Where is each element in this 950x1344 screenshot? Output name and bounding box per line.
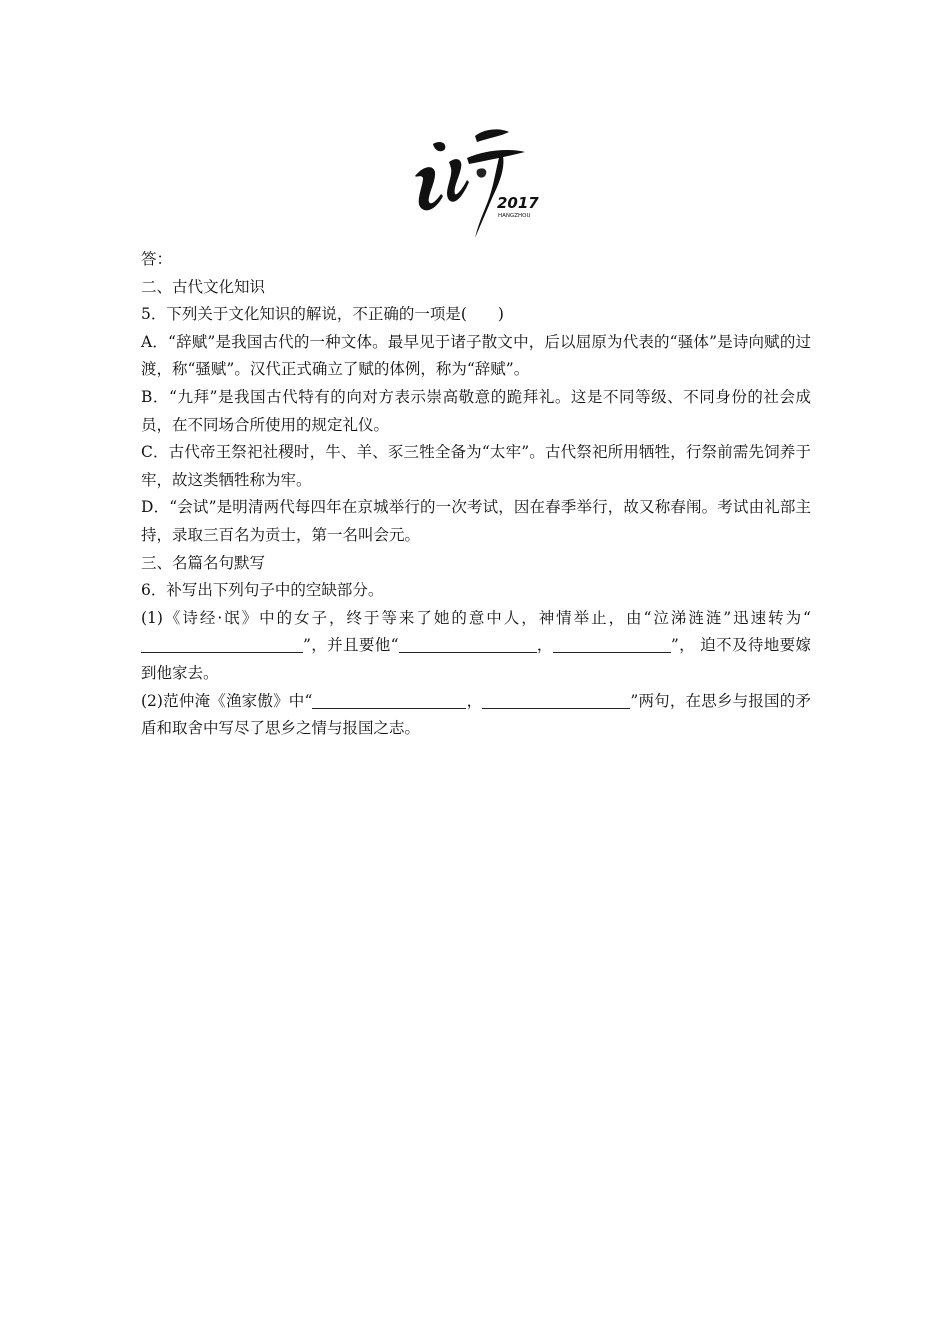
answer-label: 答：	[141, 250, 173, 268]
question-6-part-2	[141, 688, 811, 743]
option-c: C．古代帝王祭祀社稷时，牛、羊、豕三牲全备为“太牢”。古代祭祀所用牺牲，行祭前需先饲养于牢，故这类牺牲称为牢。	[141, 443, 811, 489]
brush-stroke-middle	[447, 159, 469, 202]
brush-dot	[433, 142, 445, 151]
question-content	[141, 246, 811, 743]
brush-stroke-cross	[467, 150, 525, 164]
option-a: A．“辞赋”是我国古代的一种文体。最早见于诸子散文中，后以屈原为代表的“骚体”是诗向赋的过渡，称“骚赋”。汉代正式确立了赋的体例，称为“辞赋”。	[141, 332, 811, 379]
q6-1-text-b: ”，并且要他“	[303, 636, 399, 655]
section-heading-recitation: 三、名篇名句默写	[141, 553, 266, 572]
question-6-part-1	[141, 605, 811, 688]
fill-blank[interactable]	[553, 635, 671, 653]
fill-blank[interactable]	[482, 691, 630, 709]
q6-2-text-b: ，	[466, 691, 483, 710]
brush-splash	[477, 168, 487, 177]
hangzhou-2017-calligraphy-logo	[405, 122, 545, 242]
section-heading-culture: 二、古代文化知识	[141, 277, 266, 296]
fill-blank[interactable]	[141, 635, 303, 653]
logo-city: HANGZHOU	[498, 213, 531, 219]
option-d: D．“会试”是明清两代每四年在京城举行的一次考试，因在春季举行，故又称春闱。考试由礼部主持，录取三百名为贡士，第一名叫会元。	[141, 498, 811, 544]
q6-1-text-a: (1)《诗经·氓》中的女子，终于等来了她的意中人，神情举止，由“泣涕涟涟”迅速转为“	[141, 608, 811, 627]
fill-blank[interactable]	[399, 635, 537, 653]
question-6: 6．补写出下列句子中的空缺部分。	[141, 581, 384, 600]
fill-blank[interactable]	[312, 691, 466, 709]
brush-stroke-top	[475, 129, 509, 142]
question-5: 5．下列关于文化知识的解说，不正确的一项是( )	[141, 305, 504, 324]
q6-2-text-c: ”两句，在思乡与报国的矛盾和取舍中写尽了思乡之情与报国之志。	[141, 691, 811, 738]
logo-year: 2017	[497, 194, 539, 212]
q6-2-text-a: (2)范仲淹《渔家傲》中“	[141, 691, 313, 710]
q6-1-text-c: ，	[536, 636, 553, 655]
brush-stroke-left	[415, 167, 443, 210]
q6-1-text-d: ”， 迫不及待地要嫁到他家去。	[141, 636, 811, 682]
option-b: B．“九拜”是我国古代特有的向对方表示崇高敬意的跪拜礼。这是不同等级、不同身份的社会成员，在不同场合所使用的规定礼仪。	[141, 387, 811, 434]
